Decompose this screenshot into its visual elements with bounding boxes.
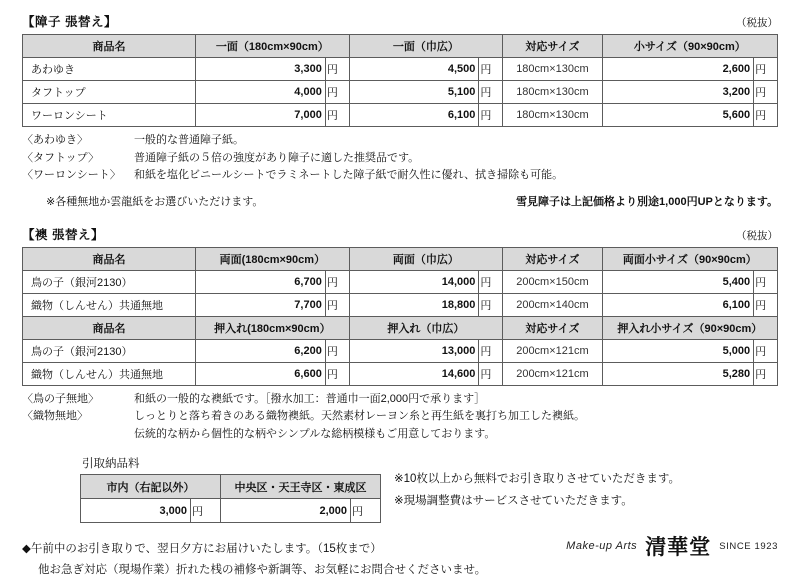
- pickup-col-wards: 中央区・天王寺区・東成区: [221, 475, 381, 499]
- cell-name: 鳥の子（銀河2130）: [23, 270, 196, 293]
- table-header-row: [23, 35, 778, 58]
- cell-unit: 円: [479, 362, 503, 385]
- note-item: [22, 408, 778, 425]
- cell-unit: 円: [754, 339, 778, 362]
- col-product-name: 商品名: [23, 35, 196, 58]
- cell-size: 180cm×130cm: [503, 58, 603, 81]
- cell-name: タフトップ: [23, 81, 196, 104]
- cell-price-closet: 6,600: [196, 362, 326, 385]
- cell-price-both: 7,700: [196, 293, 326, 316]
- cell-price-both: 6,700: [196, 270, 326, 293]
- cell-size: 200cm×140cm: [503, 293, 603, 316]
- pickup-col-city: 市内（右記以外）: [81, 475, 221, 499]
- col-compat-size: 対応サイズ: [503, 35, 603, 58]
- fusuma-tax-note: （税抜）: [736, 229, 778, 242]
- fusuma-price-table-both-sides: [22, 247, 778, 386]
- table-header-row: [23, 316, 778, 339]
- cell-unit: 円: [325, 339, 349, 362]
- note-text: 一般的な普通障子紙。: [134, 134, 244, 146]
- note-item: [22, 167, 778, 184]
- note-label: 〈タフトップ〉: [22, 151, 99, 164]
- footer-logo: 清華堂: [645, 534, 712, 559]
- pickup-note-2: ※現場調整費はサービスさせていただきます。: [394, 494, 633, 507]
- col-closet: 押入れ(180cm×90cm）: [196, 316, 350, 339]
- table-row: [23, 339, 778, 362]
- table-row: [23, 293, 778, 316]
- table-row: [23, 362, 778, 385]
- pickup-fee-table: [80, 474, 381, 523]
- cell-price-small: 5,400: [602, 270, 753, 293]
- col-both-small: 両面小サイズ（90×90cm）: [602, 247, 777, 270]
- cell-unit: 円: [479, 293, 503, 316]
- shoji-star-note-left: ※各種無地か雲龍紙をお選びいただけます。: [46, 195, 264, 208]
- col-one-side-wide: 一面（巾広）: [349, 35, 503, 58]
- col-compat-size: 対応サイズ: [503, 316, 603, 339]
- cell-unit: 円: [325, 104, 349, 127]
- cell-unit: 円: [754, 104, 778, 127]
- note-text: 伝統的な柄から個性的な柄やシンプルな総柄模様もご用意しております。: [134, 427, 496, 440]
- pickup-fee-block: [22, 455, 778, 523]
- cell-price-closet: 6,200: [196, 339, 326, 362]
- cell-price-one: 4,000: [196, 81, 326, 104]
- cell-size: 180cm×130cm: [503, 104, 603, 127]
- pickup-value-city: 3,000: [81, 499, 191, 523]
- cell-price-wide: 4,500: [349, 58, 479, 81]
- col-compat-size: 対応サイズ: [503, 247, 603, 270]
- cell-price-wide: 14,000: [349, 270, 479, 293]
- bottom-note-1: ◆午前中のお引き取りで、翌日夕方にお届けいたします。（15枚まで）: [22, 543, 382, 555]
- note-label: 〈鳥の子無地〉: [22, 392, 99, 405]
- footer-branding: [566, 531, 778, 561]
- cell-unit: 円: [754, 293, 778, 316]
- pickup-fee-table-wrap: [80, 455, 380, 523]
- cell-price-wide: 14,600: [349, 362, 479, 385]
- table-row: [23, 58, 778, 81]
- pickup-note-1: ※10枚以上から無料でお引き取りさせていただきます。: [394, 473, 681, 485]
- cell-price-wide: 18,800: [349, 293, 479, 316]
- cell-unit: 円: [479, 339, 503, 362]
- cell-unit: 円: [754, 362, 778, 385]
- cell-price-small: 5,280: [602, 362, 753, 385]
- cell-unit: 円: [325, 58, 349, 81]
- cell-unit: 円: [754, 270, 778, 293]
- cell-name: ワーロンシート: [23, 104, 196, 127]
- note-item: [22, 391, 778, 408]
- footer-makeup-arts: Make-up Arts: [566, 540, 638, 552]
- pickup-unit-wards: 円: [351, 499, 381, 523]
- cell-price-small: 2,600: [602, 58, 753, 81]
- cell-price-small: 5,600: [602, 104, 753, 127]
- cell-unit: 円: [479, 58, 503, 81]
- cell-unit: 円: [479, 104, 503, 127]
- cell-unit: 円: [325, 293, 349, 316]
- shoji-star-note-right: 雪見障子は上記価格より別途1,000円UPとなります。: [516, 195, 778, 208]
- cell-price-small: 3,200: [602, 81, 753, 104]
- cell-price-small: 6,100: [602, 293, 753, 316]
- col-both-sides: 両面(180cm×90cm）: [196, 247, 350, 270]
- note-text: 和紙を塩化ビニールシートでラミネートした障子紙で耐久性に優れ、拭き掃除も可能。: [134, 169, 564, 181]
- cell-size: 200cm×121cm: [503, 339, 603, 362]
- cell-size: 200cm×150cm: [503, 270, 603, 293]
- col-product-name: 商品名: [23, 247, 196, 270]
- col-small-size: 小サイズ（90×90cm）: [602, 35, 777, 58]
- note-text: 普通障子紙の５倍の強度があり障子に適した推奨品です。: [134, 151, 420, 164]
- cell-price-wide: 6,100: [349, 104, 479, 127]
- cell-size: 180cm×130cm: [503, 81, 603, 104]
- cell-unit: 円: [479, 81, 503, 104]
- shoji-notes: [22, 132, 778, 184]
- pickup-fee-title: 引取納品料: [82, 458, 140, 470]
- cell-name: あわゆき: [23, 58, 196, 81]
- col-one-side: 一面（180cm×90cm）: [196, 35, 350, 58]
- shoji-price-table: [22, 34, 778, 127]
- note-item: [22, 132, 778, 149]
- shoji-section-title: 【障子 張替え】: [22, 15, 117, 29]
- note-label: 〈ワーロンシート〉: [22, 169, 121, 181]
- col-closet-wide: 押入れ（巾広）: [349, 316, 503, 339]
- note-text: 和紙の一般的な襖紙です。［撥水加工：普通巾一面2,000円で承ります］: [134, 392, 486, 405]
- fusuma-notes: [22, 391, 778, 443]
- cell-name: 織物（しんせん）共通無地: [23, 362, 196, 385]
- pickup-value-row: [81, 499, 381, 523]
- cell-unit: 円: [754, 81, 778, 104]
- pickup-side-notes: [394, 455, 680, 513]
- pickup-value-wards: 2,000: [221, 499, 351, 523]
- cell-price-one: 3,300: [196, 58, 326, 81]
- col-both-sides-wide: 両面（巾広）: [349, 247, 503, 270]
- cell-price-wide: 13,000: [349, 339, 479, 362]
- note-label: 〈織物無地〉: [22, 410, 88, 422]
- pickup-unit-city: 円: [191, 499, 221, 523]
- cell-price-wide: 5,100: [349, 81, 479, 104]
- col-product-name: 商品名: [23, 316, 196, 339]
- cell-name: 織物（しんせん）共通無地: [23, 293, 196, 316]
- shoji-tax-note: （税抜）: [736, 17, 778, 29]
- fusuma-section-header: [22, 225, 778, 243]
- note-item: [22, 150, 778, 167]
- cell-unit: 円: [325, 81, 349, 104]
- cell-price-one: 7,000: [196, 104, 326, 127]
- col-closet-small: 押入れ小サイズ（90×90cm）: [602, 316, 777, 339]
- note-label: 〈あわゆき〉: [22, 134, 88, 146]
- cell-name: 鳥の子（銀河2130）: [23, 339, 196, 362]
- cell-unit: 円: [325, 270, 349, 293]
- cell-unit: 円: [479, 270, 503, 293]
- cell-unit: 円: [754, 58, 778, 81]
- cell-price-small: 5,000: [602, 339, 753, 362]
- fusuma-section-title: 【襖 張替え】: [22, 227, 104, 242]
- cell-size: 200cm×121cm: [503, 362, 603, 385]
- table-row: [23, 81, 778, 104]
- note-item: [22, 426, 778, 443]
- shoji-section-header: [22, 12, 778, 30]
- table-header-row: [23, 247, 778, 270]
- cell-unit: 円: [325, 362, 349, 385]
- footer-since: SINCE 1923: [719, 540, 778, 552]
- table-row: [23, 270, 778, 293]
- bottom-note-2: 他お急ぎ対応（現場作業）折れた桟の補修や新調等、お気軽にお問合せくださいませ。: [38, 564, 487, 577]
- table-row: [23, 104, 778, 127]
- shoji-star-line: [22, 193, 778, 209]
- pickup-header-row: [81, 475, 381, 499]
- note-text: しっとりと落ち着きのある織物襖紙。天然素材レーヨン糸と再生紙を裏打ち加工した襖紙。: [134, 410, 585, 422]
